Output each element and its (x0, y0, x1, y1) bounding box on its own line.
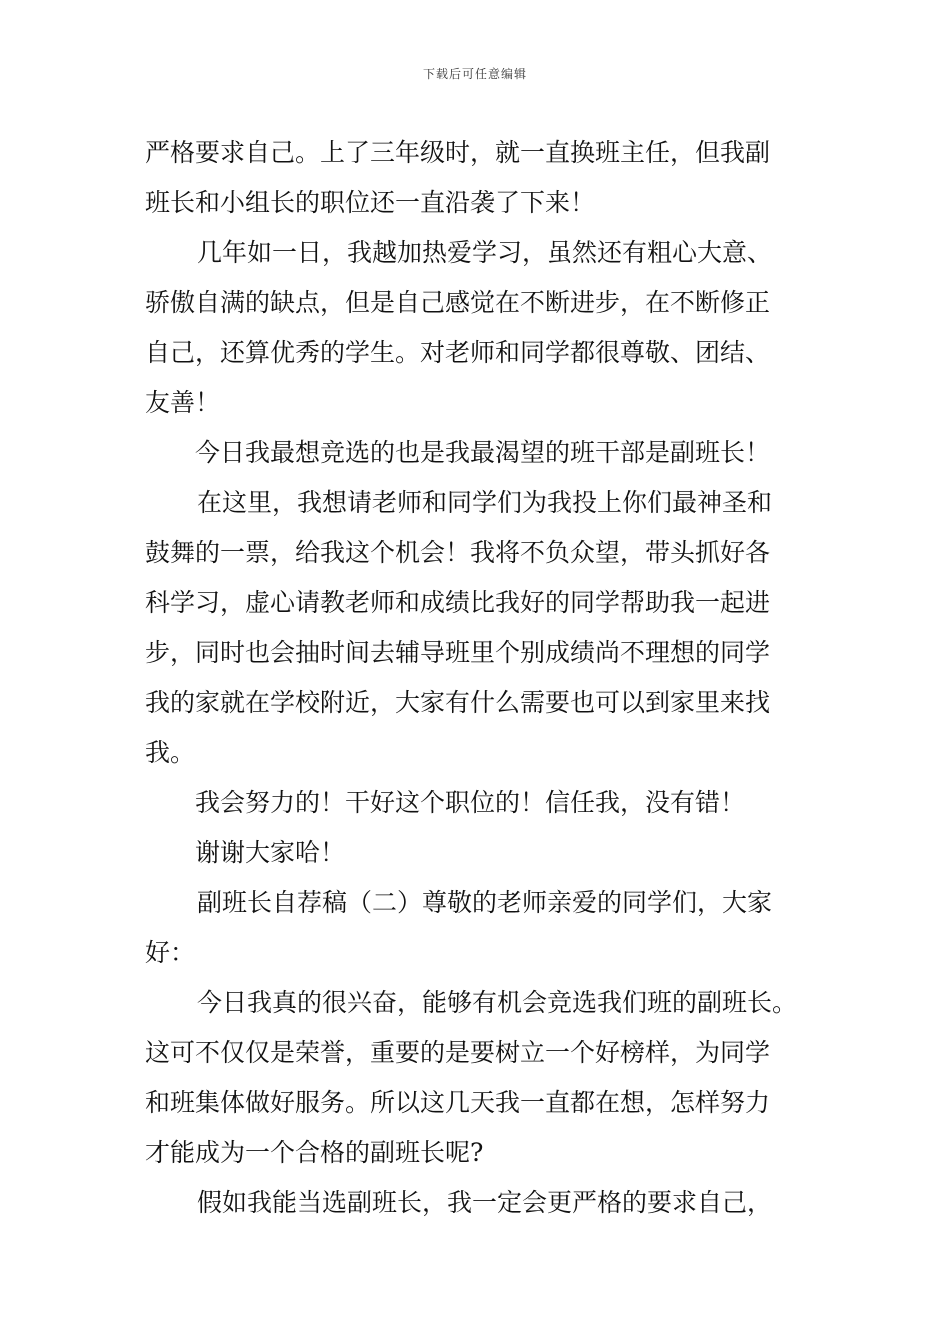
text-line: 步，同时也会抽时间去辅导班里个别成绩尚不理想的同学 (145, 638, 771, 667)
text-line: 友善！ (145, 388, 221, 417)
text-line: 副班长自荐稿（二）尊敬的老师亲爱的同学们，大家 (197, 888, 773, 917)
text-line: 假如我能当选副班长，我一定会更严格的要求自己， (197, 1188, 773, 1217)
text-line: 才能成为一个合格的副班长呢? (145, 1138, 484, 1167)
text-line: 我会努力的！干好这个职位的！信任我，没有错！ (195, 788, 746, 817)
text-line: 今日我真的很兴奋，能够有机会竞选我们班的副班长。 (197, 988, 798, 1017)
text-line: 严格要求自己。上了三年级时，就一直换班主任，但我副 (145, 138, 771, 167)
text-line: 自己，还算优秀的学生。对老师和同学都很尊敬、团结、 (145, 338, 771, 367)
text-line: 几年如一日，我越加热爱学习，虽然还有粗心大意、 (197, 238, 773, 267)
text-line: 今日我最想竞选的也是我最渴望的班干部是副班长！ (195, 438, 771, 467)
body-text (145, 128, 825, 1228)
text-line: 谢谢大家哈！ (195, 838, 346, 867)
text-line: 在这里，我想请老师和同学们为我投上你们最神圣和 (197, 488, 773, 517)
text-line: 好： (145, 938, 196, 967)
text-line: 我的家就在学校附近，大家有什么需要也可以到家里来找 (145, 688, 771, 717)
text-line: 班长和小组长的职位还一直沿袭了下来！ (145, 188, 596, 217)
text-line: 科学习，虚心请教老师和成绩比我好的同学帮助我一起进 (145, 588, 771, 617)
text-line: 和班集体做好服务。所以这几天我一直都在想，怎样努力 (145, 1088, 771, 1117)
text-line: 这可不仅仅是荣誉，重要的是要树立一个好榜样，为同学 (145, 1038, 771, 1067)
text-line: 我。 (145, 738, 196, 767)
text-line: 骄傲自满的缺点，但是自己感觉在不断进步，在不断修正 (145, 288, 771, 317)
text-line: 鼓舞的一票，给我这个机会！我将不负众望，带头抓好各 (145, 538, 771, 567)
page-header: 下载后可任意编辑 (422, 67, 527, 81)
